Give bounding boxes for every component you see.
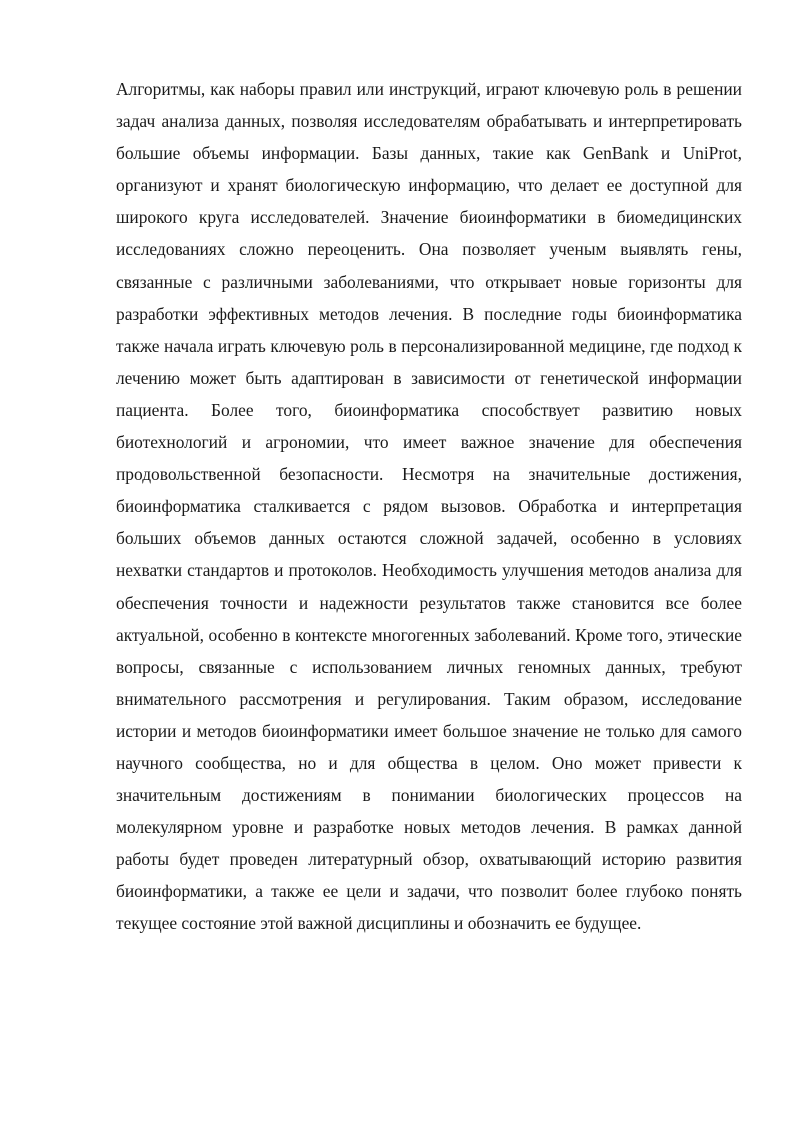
body-paragraph: Алгоритмы, как наборы правил или инструкций, играют ключевую роль в решении задач анализа данных, позволяя исследователям обрабатывать и интерпретировать большие объемы информации. Базы данных, такие как GenBank и UniProt, организуют и хранят биологическую информацию, что делает ее доступной для широкого круга исследователей. Значение биоинформатики в биомедицинских исследованиях сложно переоценить. Она позволяет ученым выявлять гены, связанные с различными заболеваниями, что открывает новые горизонты для разработки эффективных методов лечения. В последние годы биоинформатика также начала играть ключевую роль в персонализированной медицине, где подход к лечению может быть адаптирован в зависимости от генетической информации пациента. Более того, биоинформатика способствует развитию новых биотехнологий и агрономии, что имеет важное значение для обеспечения продовольственной безопасности. Несмотря на значительные достижения, биоинформатика сталкивается с рядом вызовов. Обработка и интерпретация больших объемов данных остаются сложной задачей, особенно в условиях нехватки стандартов и протоколов. Необходимость улучшения методов анализа для обеспечения точности и надежности результатов также становится все более актуальной, особенно в контексте многогенных заболеваний. Кроме того, этические вопросы, связанные с использованием личных геномных данных, требуют внимательного рассмотрения и регулирования. Таким образом, исследование истории и методов биоинформатики имеет большое значение не только для самого научного сообщества, но и для общества в целом. Оно может привести к значительным достижениям в понимании биологических процессов на молекулярном уровне и разработке новых методов лечения. В рамках данной работы будет проведен литературный обзор, охватывающий историю развития биоинформатики, а также ее цели и задачи, что позволит более глубоко понять текущее состояние этой важной дисциплины и обозначить ее будущее. xyxy=(116,79,742,934)
